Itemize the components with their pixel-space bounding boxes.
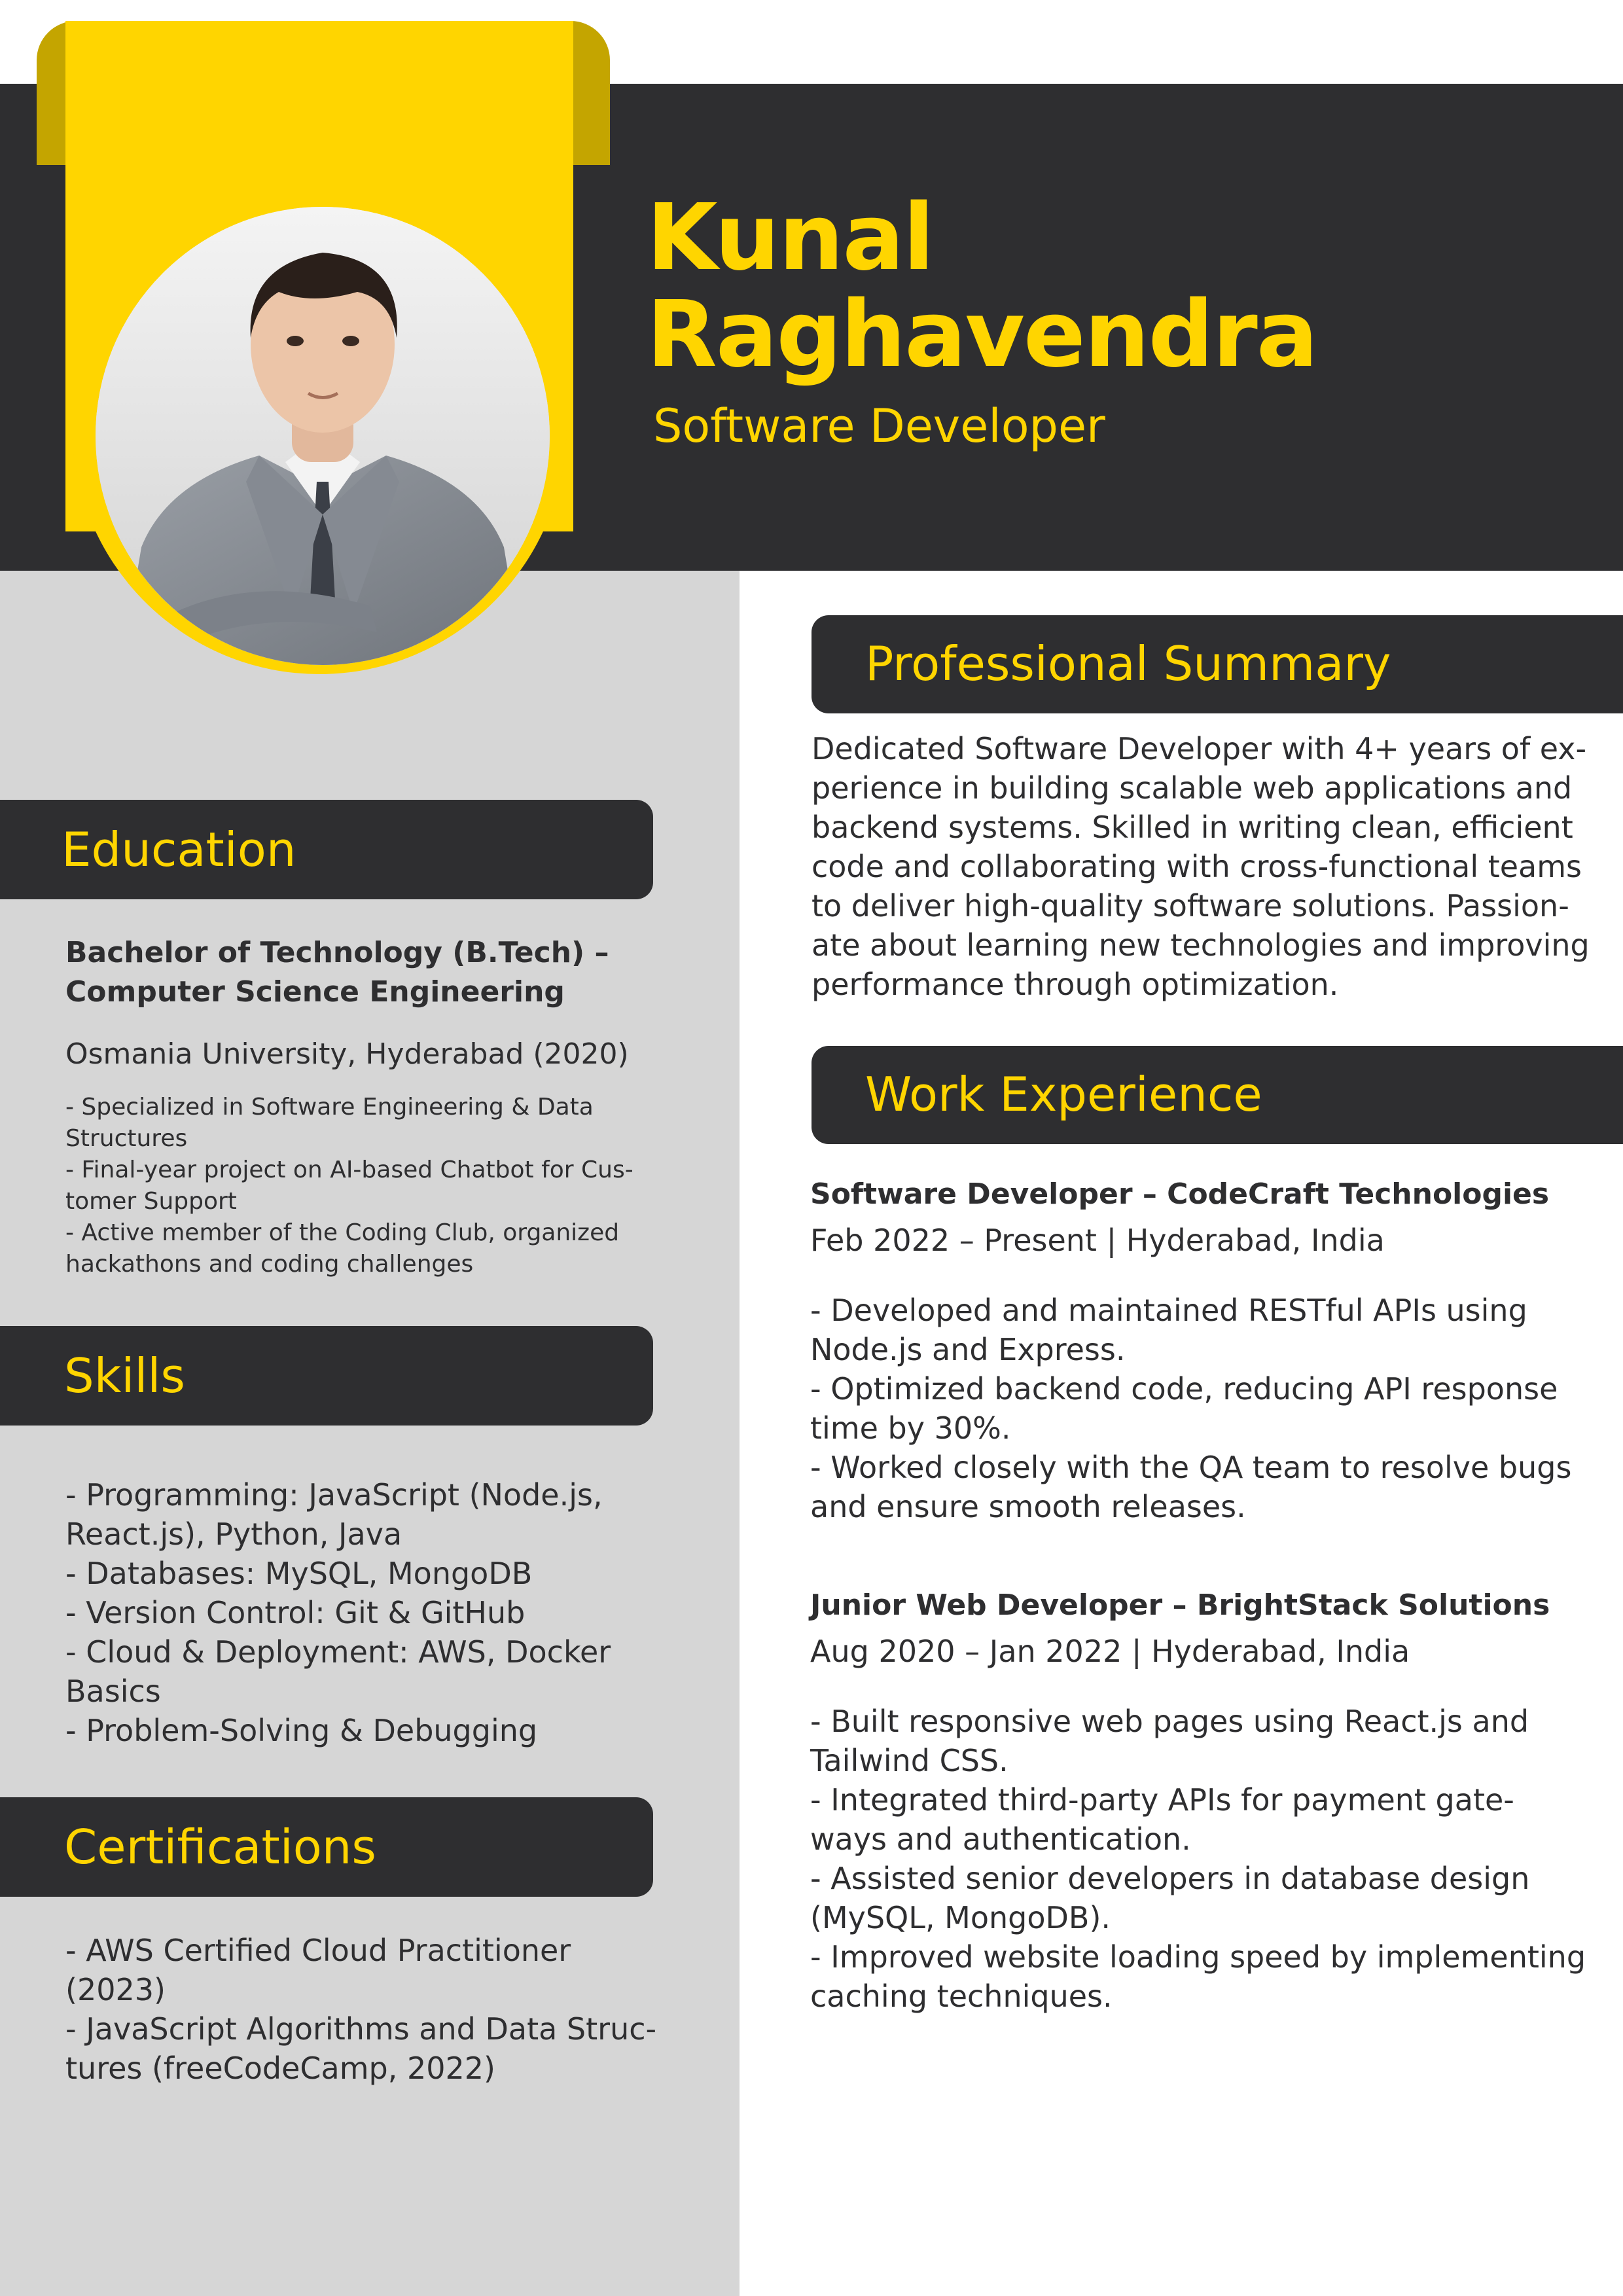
summary-line: performance through optimization.	[812, 967, 1339, 1002]
job-title-line: Software Developer – CodeCraft Technologies	[810, 1177, 1550, 1211]
education-bullet: tomer Support	[65, 1188, 237, 1215]
education-header	[0, 800, 653, 899]
experience-heading: Work Experience	[865, 1067, 1262, 1122]
skill-item: React.js), Python, Java	[65, 1516, 402, 1552]
skill-item: - Problem-Solving & Debugging	[65, 1713, 538, 1748]
job-title: Software Developer	[653, 399, 1105, 453]
job-title-line: Junior Web Developer – BrightStack Solutions	[810, 1588, 1550, 1622]
summary-line: Dedicated Software Developer with 4+ years of ex-	[812, 731, 1587, 766]
summary-heading: Professional Summary	[865, 636, 1391, 691]
last-name: Raghavendra	[647, 281, 1317, 388]
person-portrait-icon	[96, 207, 550, 665]
job-meta: Feb 2022 – Present | Hyderabad, India	[810, 1223, 1385, 1258]
summary-line: perience in building scalable web applications and	[812, 770, 1573, 806]
job-bullet: (MySQL, MongoDB).	[810, 1900, 1111, 1935]
certifications-list	[65, 1931, 656, 2088]
job-bullet: time by 30%.	[810, 1410, 1011, 1446]
education-bullet: - Active member of the Coding Club, organized	[65, 1219, 620, 1246]
job-bullet: and ensure smooth releases.	[810, 1489, 1246, 1524]
certifications-heading: Certifications	[64, 1820, 376, 1874]
certifications-header	[0, 1797, 653, 1897]
education-bullet: - Final-year project on AI-based Chatbot for Cus-	[65, 1157, 633, 1183]
summary-line: backend systems. Skilled in writing clean, efficient	[812, 810, 1573, 845]
job-bullet: Tailwind CSS.	[810, 1743, 1008, 1778]
job-bullet: ways and authentication.	[810, 1821, 1191, 1857]
skill-item: - Programming: JavaScript (Node.js,	[65, 1477, 603, 1513]
summary-text	[812, 729, 1590, 1004]
education-details	[65, 933, 633, 1280]
skill-item: - Version Control: Git & GitHub	[65, 1595, 526, 1630]
summary-line: ate about learning new technologies and improving	[812, 927, 1590, 963]
certification-item: - AWS Certified Cloud Practitioner	[65, 1933, 571, 1968]
job-entry	[810, 1172, 1571, 1526]
certification-item: tures (freeCodeCamp, 2022)	[65, 2051, 495, 2086]
degree-line: Bachelor of Technology (B.Tech) –	[65, 936, 609, 969]
job-bullet: - Optimized backend code, reducing API response	[810, 1371, 1558, 1407]
skill-item: - Databases: MySQL, MongoDB	[65, 1556, 533, 1591]
skills-heading: Skills	[64, 1348, 185, 1403]
job-bullet: - Integrated third-party APIs for payment gate-	[810, 1782, 1514, 1818]
summary-header	[812, 615, 1623, 713]
job-bullet: - Improved website loading speed by implementing	[810, 1939, 1586, 1975]
degree-line: Computer Science Engineering	[65, 975, 565, 1009]
certification-item: (2023)	[65, 1972, 166, 2007]
certification-item: - JavaScript Algorithms and Data Struc-	[65, 2011, 657, 2047]
job-bullet: - Built responsive web pages using React.js and	[810, 1704, 1529, 1739]
job-bullet: Node.js and Express.	[810, 1332, 1126, 1367]
job-bullet: - Worked closely with the QA team to resolve bugs	[810, 1450, 1572, 1485]
skill-item: Basics	[65, 1674, 161, 1709]
job-meta: Aug 2020 – Jan 2022 | Hyderabad, India	[810, 1634, 1410, 1669]
job-bullet: caching techniques.	[810, 1979, 1113, 2014]
summary-line: code and collaborating with cross-functional teams	[812, 849, 1582, 884]
first-name: Kunal	[647, 185, 933, 291]
education-bullet: hackathons and coding challenges	[65, 1251, 474, 1278]
experience-header	[812, 1046, 1623, 1144]
summary-line: to deliver high-quality software solutions. Passion-	[812, 888, 1569, 924]
skills-header	[0, 1326, 653, 1426]
education-bullet: - Specialized in Software Engineering & Data	[65, 1094, 594, 1121]
education-heading: Education	[62, 822, 296, 877]
skill-item: - Cloud & Deployment: AWS, Docker	[65, 1634, 611, 1670]
job-bullet: - Developed and maintained RESTful APIs using	[810, 1293, 1527, 1328]
job-bullet: - Assisted senior developers in database design	[810, 1861, 1530, 1896]
education-bullet: Structures	[65, 1125, 188, 1152]
profile-photo	[96, 207, 550, 665]
school-name: Osmania University, Hyderabad (2020)	[65, 1037, 629, 1071]
job-entry	[810, 1583, 1586, 2016]
candidate-name	[647, 185, 1317, 388]
skills-list	[65, 1475, 611, 1750]
